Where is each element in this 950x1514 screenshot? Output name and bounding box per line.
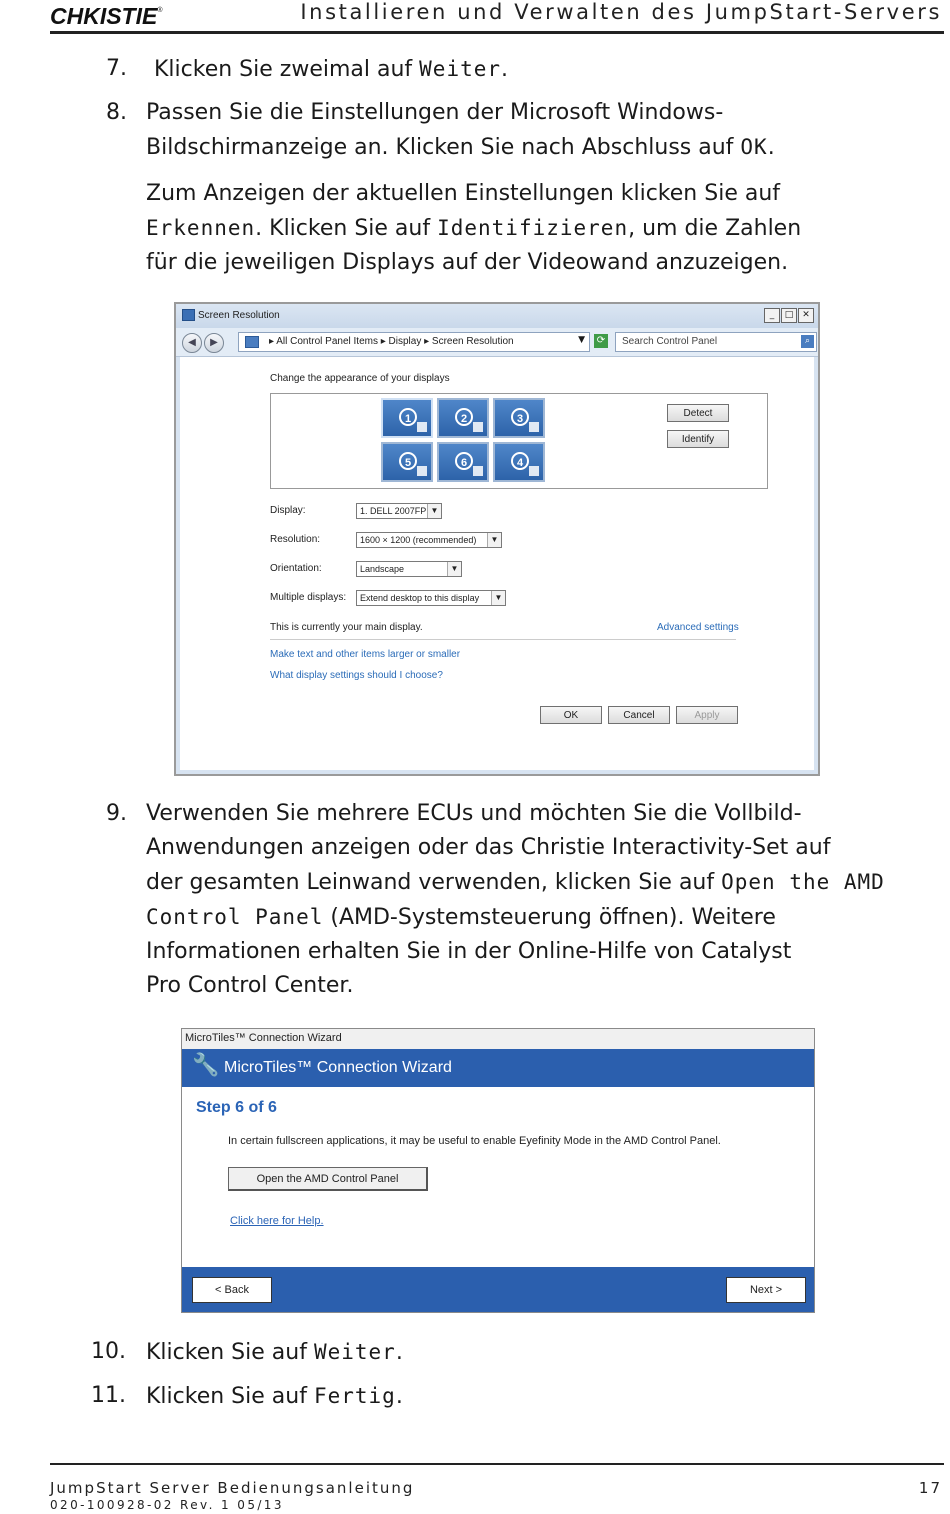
step-10-pre: Klicken Sie auf [146, 1340, 314, 1365]
ok-button[interactable]: OK [540, 706, 602, 724]
display-label: Display: [270, 505, 306, 516]
window-titlebar [176, 304, 818, 328]
chevron-down-icon: ▼ [491, 591, 505, 605]
step-9-line-5: Informationen erhalten Sie in der Online-Hilfe von Catalyst [146, 939, 792, 964]
christie-logo [50, 3, 163, 30]
back-arrow-icon[interactable]: ◀ [182, 333, 202, 353]
monitor-layout-area [270, 393, 768, 489]
monitor-square-icon [417, 422, 427, 432]
step-11-ui-term: Fertig [313, 1384, 396, 1408]
monitor-number: 4 [511, 452, 529, 470]
address-bar [176, 328, 818, 357]
microtiles-wizard-screenshot [181, 1028, 815, 1313]
monitor-number: 6 [455, 452, 473, 470]
step-9-number: 9. [106, 801, 127, 826]
step-8-note [146, 177, 946, 280]
monitor-square-icon [473, 466, 483, 476]
display-settings-help-link[interactable]: What display settings should I choose? [270, 670, 443, 681]
step-9-line-4 [146, 900, 946, 935]
multiple-displays-label: Multiple displays: [270, 592, 347, 603]
step-8-line-2-pre: Bildschirmanzeige an. Klicken Sie nach Abschluss auf [146, 135, 741, 160]
step-9-ui-term-2: Control Panel [146, 905, 324, 929]
monitor-4[interactable] [493, 442, 545, 482]
step-8-line-2 [146, 130, 946, 165]
settings-heading: Change the appearance of your displays [270, 373, 450, 384]
monitor-square-icon [529, 466, 539, 476]
search-placeholder: Search Control Panel [622, 336, 718, 347]
wizard-window-title: MicroTiles™ Connection Wizard [185, 1032, 342, 1044]
step-8-text [146, 96, 946, 165]
step-7-number: 7. [106, 56, 127, 81]
wizard-banner [182, 1049, 814, 1087]
window-title: Screen Resolution [198, 310, 280, 321]
step-7-pre: Klicken Sie zweimal auf [154, 57, 420, 82]
orientation-select[interactable] [356, 561, 462, 577]
step-11-pre: Klicken Sie auf [146, 1384, 314, 1409]
monitor-square-icon [473, 422, 483, 432]
wizard-description: In certain fullscreen applications, it may be useful to enable Eyefinity Mode in the AMD Control Panel. [228, 1135, 721, 1147]
divider [270, 639, 736, 640]
step-8-ui-term: OK [740, 135, 768, 159]
step-10-post: . [395, 1340, 403, 1365]
resolution-label: Resolution: [270, 534, 321, 545]
monitor-number: 1 [399, 408, 417, 426]
page-header-title: Installieren und Verwalten des JumpStart-Servers [300, 0, 942, 24]
monitor-number: 5 [399, 452, 417, 470]
step-10-text [146, 1335, 946, 1370]
header-rule [50, 31, 944, 34]
step-8-note-line-3: für die jeweiligen Displays auf der Videowand anzuzeigen. [146, 250, 789, 275]
wrench-icon: 🔧 [192, 1053, 220, 1078]
chevron-down-icon: ▼ [447, 562, 461, 576]
monitor-5[interactable] [381, 442, 433, 482]
search-icon[interactable]: ⌕ [801, 335, 814, 348]
display-select[interactable] [356, 503, 442, 519]
step-8-line-2-post: . [767, 135, 775, 160]
detect-button[interactable]: Detect [667, 404, 729, 422]
monitor-number: 2 [455, 408, 473, 426]
step-9-line-2: Anwendungen anzeigen oder das Christie Interactivity-Set auf [146, 835, 831, 860]
monitor-3[interactable] [493, 398, 545, 438]
breadcrumb[interactable] [238, 332, 590, 352]
resolution-select[interactable] [356, 532, 502, 548]
step-9-line-3 [146, 865, 946, 900]
multiple-displays-value: Extend desktop to this display [360, 593, 480, 603]
cancel-button[interactable]: Cancel [608, 706, 670, 724]
monitor-square-icon [529, 422, 539, 432]
step-9-line-1: Verwenden Sie mehrere ECUs und möchten Sie die Vollbild- [146, 801, 802, 826]
step-10-number: 10. [91, 1339, 126, 1364]
footer-revision: 020-100928-02 Rev. 1 05/13 [50, 1498, 284, 1512]
step-7-ui-term: Weiter [419, 57, 502, 81]
multiple-displays-select[interactable] [356, 590, 506, 606]
open-amd-control-panel-button[interactable]: Open the AMD Control Panel [228, 1167, 428, 1191]
minimize-button[interactable]: _ [764, 308, 780, 323]
step-9-text [146, 797, 946, 1003]
page-number: 17 [918, 1479, 942, 1497]
wizard-banner-title: MicroTiles™ Connection Wizard [224, 1059, 452, 1076]
refresh-icon[interactable]: ⟳ [594, 334, 608, 348]
back-button[interactable]: < Back [192, 1277, 272, 1303]
display-value: 1. DELL 2007FP [360, 506, 427, 516]
monitor-1[interactable] [381, 398, 433, 438]
step-11-number: 11. [91, 1383, 126, 1408]
step-8-note-post: , um die Zahlen [628, 216, 802, 241]
step-8-note-line-1: Zum Anzeigen der aktuellen Einstellungen klicken Sie auf [146, 181, 781, 206]
control-panel-icon [245, 336, 259, 348]
footer-guide-title: JumpStart Server Bedienungsanleitung [50, 1479, 415, 1497]
display-app-icon [182, 309, 195, 321]
wizard-body [182, 1087, 814, 1267]
step-9-line-6: Pro Control Center. [146, 973, 354, 998]
breadcrumb-path: ▸ All Control Panel Items ▸ Display ▸ Screen Resolution [269, 336, 514, 347]
chevron-down-icon[interactable]: ▼ [578, 335, 585, 345]
settings-panel [180, 357, 814, 770]
step-9-line-4-post: (AMD-Systemsteuerung öffnen). Weitere [323, 905, 776, 930]
logo-registered-mark: ® [157, 7, 163, 14]
identify-button[interactable]: Identify [667, 430, 729, 448]
wizard-step-title: Step 6 of 6 [196, 1099, 277, 1116]
screen-resolution-screenshot [174, 302, 820, 776]
step-8-note-ui-term-2: Identifizieren [437, 216, 629, 240]
maximize-button[interactable]: □ [781, 308, 797, 323]
step-8-note-line-2 [146, 211, 946, 246]
step-8-note-mid: . Klicken Sie auf [255, 216, 438, 241]
step-7-post: . [501, 57, 509, 82]
step-10-ui-term: Weiter [313, 1340, 396, 1364]
logo-text: CHKISTIE [50, 3, 158, 29]
step-11-post: . [395, 1384, 403, 1409]
step-8-note-ui-term-1: Erkennen [146, 216, 256, 240]
step-7-text [154, 52, 950, 87]
step-9-line-3-pre: der gesamten Leinwand verwenden, klicken Sie auf [146, 870, 722, 895]
close-button[interactable]: ✕ [798, 308, 814, 323]
next-button[interactable]: Next > [726, 1277, 806, 1303]
step-11-text [146, 1379, 946, 1414]
forward-arrow-icon[interactable]: ▶ [204, 333, 224, 353]
text-size-link[interactable]: Make text and other items larger or smaller [270, 649, 461, 660]
apply-button[interactable]: Apply [676, 706, 738, 724]
monitor-6[interactable] [437, 442, 489, 482]
resolution-value: 1600 × 1200 (recommended) [360, 535, 477, 545]
step-8-line-1: Passen Sie die Einstellungen der Microsoft Windows- [146, 100, 724, 125]
step-9-ui-term-1: Open the AMD [721, 870, 885, 894]
search-input[interactable] [615, 332, 817, 352]
orientation-value: Landscape [360, 564, 405, 574]
monitor-square-icon [417, 466, 427, 476]
monitor-number: 3 [511, 408, 529, 426]
advanced-settings-link[interactable]: Advanced settings [657, 622, 739, 633]
orientation-label: Orientation: [270, 563, 322, 574]
wizard-footer [182, 1267, 814, 1312]
step-8-number: 8. [106, 100, 127, 125]
chevron-down-icon: ▼ [487, 533, 501, 547]
help-link[interactable]: Click here for Help. [230, 1215, 324, 1227]
footer-rule [50, 1463, 944, 1465]
monitor-2[interactable] [437, 398, 489, 438]
main-display-note: This is currently your main display. [270, 622, 423, 633]
chevron-down-icon: ▼ [427, 504, 441, 518]
